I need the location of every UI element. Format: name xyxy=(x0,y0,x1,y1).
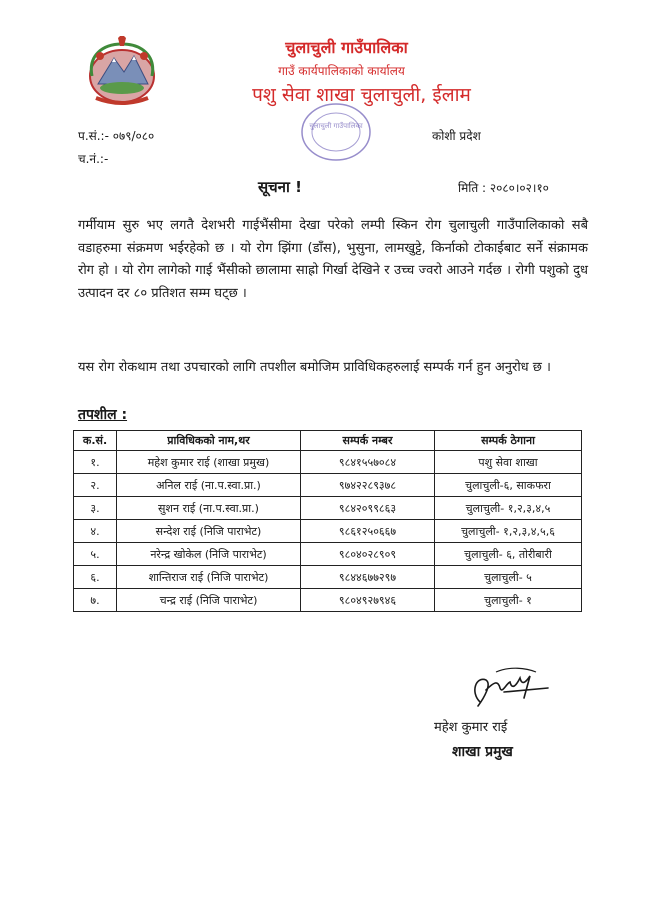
notice-paragraph-2: यस रोग रोकथाम तथा उपचारको लागि तपशील बमोजिम प्राविधिकहरुलाई सम्पर्क गर्न हुन अनुरोध छ । xyxy=(78,360,551,375)
header-address: सम्पर्क ठेगाना xyxy=(435,431,582,451)
table-row xyxy=(74,451,582,474)
signatory-title: शाखा प्रमुख xyxy=(452,744,513,760)
serial-cell: ४. xyxy=(74,520,117,543)
table-row xyxy=(74,543,582,566)
details-label: तपशील : xyxy=(78,407,128,423)
notice-title: सूचना ! xyxy=(258,178,302,196)
header-phone: सम्पर्क नम्बर xyxy=(301,431,435,451)
office-stamp xyxy=(298,100,374,164)
contacts-table xyxy=(73,430,582,612)
name-cell: शान्तिराज राई (निजि पाराभेट) xyxy=(117,566,301,589)
name-cell: चन्द्र राई (निजि पाराभेट) xyxy=(117,589,301,612)
serial-cell: १. xyxy=(74,451,117,474)
phone-cell: ९८४४६७७२९७ xyxy=(301,566,435,589)
serial-cell: ५. xyxy=(74,543,117,566)
phone-cell: ९८०४९२७९४६ xyxy=(301,589,435,612)
table-row xyxy=(74,566,582,589)
address-cell: चुलाचुली- ५ xyxy=(435,566,582,589)
serial-cell: २. xyxy=(74,474,117,497)
serial-cell: ३. xyxy=(74,497,117,520)
dispatch-number: च.नं.:- xyxy=(78,152,109,166)
table-header-row xyxy=(74,431,582,451)
table-row xyxy=(74,474,582,497)
header-name: प्राविधिकको नाम,थर xyxy=(117,431,301,451)
name-cell: सन्देश राई (निजि पाराभेट) xyxy=(117,520,301,543)
table-row xyxy=(74,520,582,543)
address-cell: चुलाचुली- १ xyxy=(435,589,582,612)
phone-cell: ९८४१५५७०८४ xyxy=(301,451,435,474)
table-row xyxy=(74,497,582,520)
name-cell: नरेन्द्र खोकेल (निजि पाराभेट) xyxy=(117,543,301,566)
table-row xyxy=(74,589,582,612)
name-cell: अनिल राई (ना.प.स्वा.प्रा.) xyxy=(117,474,301,497)
serial-cell: ६. xyxy=(74,566,117,589)
stamp-text: चुलाचुली गाउँपालिका xyxy=(309,122,363,130)
phone-cell: ९८०४०२८९०९ xyxy=(301,543,435,566)
serial-cell: ७. xyxy=(74,589,117,612)
name-cell: महेश कुमार राई (शाखा प्रमुख) xyxy=(117,451,301,474)
header-serial: क.सं. xyxy=(74,431,117,451)
phone-cell: ९७४२२८९३७८ xyxy=(301,474,435,497)
notice-date: मिति : २०८०।०२।१० xyxy=(458,181,549,195)
signatory-name: महेश कुमार राई xyxy=(434,720,508,735)
address-cell: चुलाचुली- १,२,३,४,५,६ xyxy=(435,520,582,543)
name-cell: सुशन राई (ना.प.स्वा.प्रा.) xyxy=(117,497,301,520)
province-name: कोशी प्रदेश xyxy=(432,129,481,143)
handwritten-signature xyxy=(440,662,560,712)
ref-number: प.सं.:- ०७९/०८० xyxy=(78,129,155,143)
phone-cell: ९८४२०९९८६३ xyxy=(301,497,435,520)
phone-cell: ९८६१२५०६६७ xyxy=(301,520,435,543)
notice-paragraph-1: गर्मीयाम सुरु भए लगतै देशभरी गाईभैंसीमा देखा परेको लम्पी स्किन रोग चुलाचुली गाउँपालिकाको सबै वडाहरुमा संक्रमण भईरहेको छ । यो रोग झिंगा (डाँस), भुसुना, लामखुट्टे, किर्नाको टोकाईबाट सर्ने संक्रामक रोग हो । यो रोग लागेको गाई भैंसीको छालामा साह्रो गिर्खा देखिने र उच्च ज्वरो आउने गर्दछ । रोगी पशुको दुध उत्पादन दर ८० प्रतिशत सम्म घट्छ । xyxy=(78,218,588,301)
address-cell: चुलाचुली- १,२,३,४,५ xyxy=(435,497,582,520)
address-cell: चुलाचुली- ६, तोरीबारी xyxy=(435,543,582,566)
address-cell: पशु सेवा शाखा xyxy=(435,451,582,474)
office-name: गाउँ कार्यपालिकाको कार्यालय xyxy=(278,64,405,78)
municipality-name: चुलाचुली गाउँपालिका xyxy=(285,38,408,57)
branch-name: पशु सेवा शाखा चुलाचुली, ईलाम xyxy=(252,84,471,106)
address-cell: चुलाचुली-६, साकफरा xyxy=(435,474,582,497)
